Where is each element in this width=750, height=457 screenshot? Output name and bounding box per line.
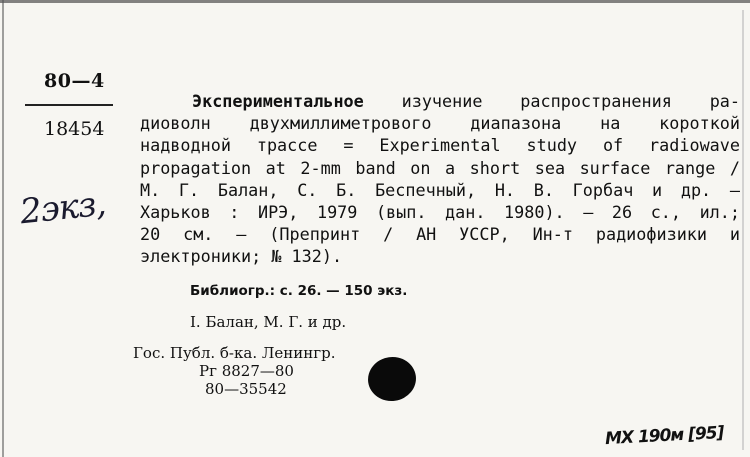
bibliographic-description — [140, 90, 740, 268]
description-line — [140, 90, 740, 112]
handwritten-shelf-note: МХ 190м [95] — [604, 422, 724, 450]
card-left-edge — [2, 0, 4, 457]
description-line: 20 см. — (Препринт / АН УССР, Ин-т радиофизики и — [140, 224, 740, 245]
call-number-top: 80—4 — [44, 70, 105, 92]
description-line: диоволн двухмиллиметрового диапазона на короткой — [140, 113, 740, 134]
description-line: электроники; № 132). — [140, 246, 343, 267]
call-number-bottom: 18454 — [44, 118, 105, 140]
description-line: надводной трассе = Experimental study of radiowave — [140, 135, 740, 156]
title-bold: Экспериментальное — [192, 91, 364, 111]
card-right-edge — [742, 10, 744, 450]
call-number-divider — [25, 104, 113, 106]
handwritten-copies-note: 2экз, — [18, 183, 108, 233]
bibliography-note: Библиогр.: с. 26. — 150 экз. — [190, 283, 408, 299]
description-line-text: изучение распространения ра- — [401, 91, 741, 111]
library-stamp-name: Гос. Публ. б-ка. Ленингр. — [133, 344, 336, 362]
description-line: Харьков : ИРЭ, 1979 (вып. дан. 1980). — 26 с., ил.; — [140, 202, 740, 223]
card-top-edge — [0, 0, 750, 3]
library-stamp — [133, 344, 335, 398]
library-stamp-code: Рг 8827—80 — [199, 362, 294, 380]
added-entry: I. Балан, М. Г. и др. — [190, 313, 347, 331]
description-line: М. Г. Балан, С. Б. Беспечный, Н. В. Горбач и др. — — [140, 179, 740, 200]
description-line: propagation at 2-mm band on a short sea surface range / — [140, 157, 740, 178]
library-stamp-number: 80—35542 — [205, 380, 287, 398]
ink-blot-stamp — [365, 354, 419, 404]
